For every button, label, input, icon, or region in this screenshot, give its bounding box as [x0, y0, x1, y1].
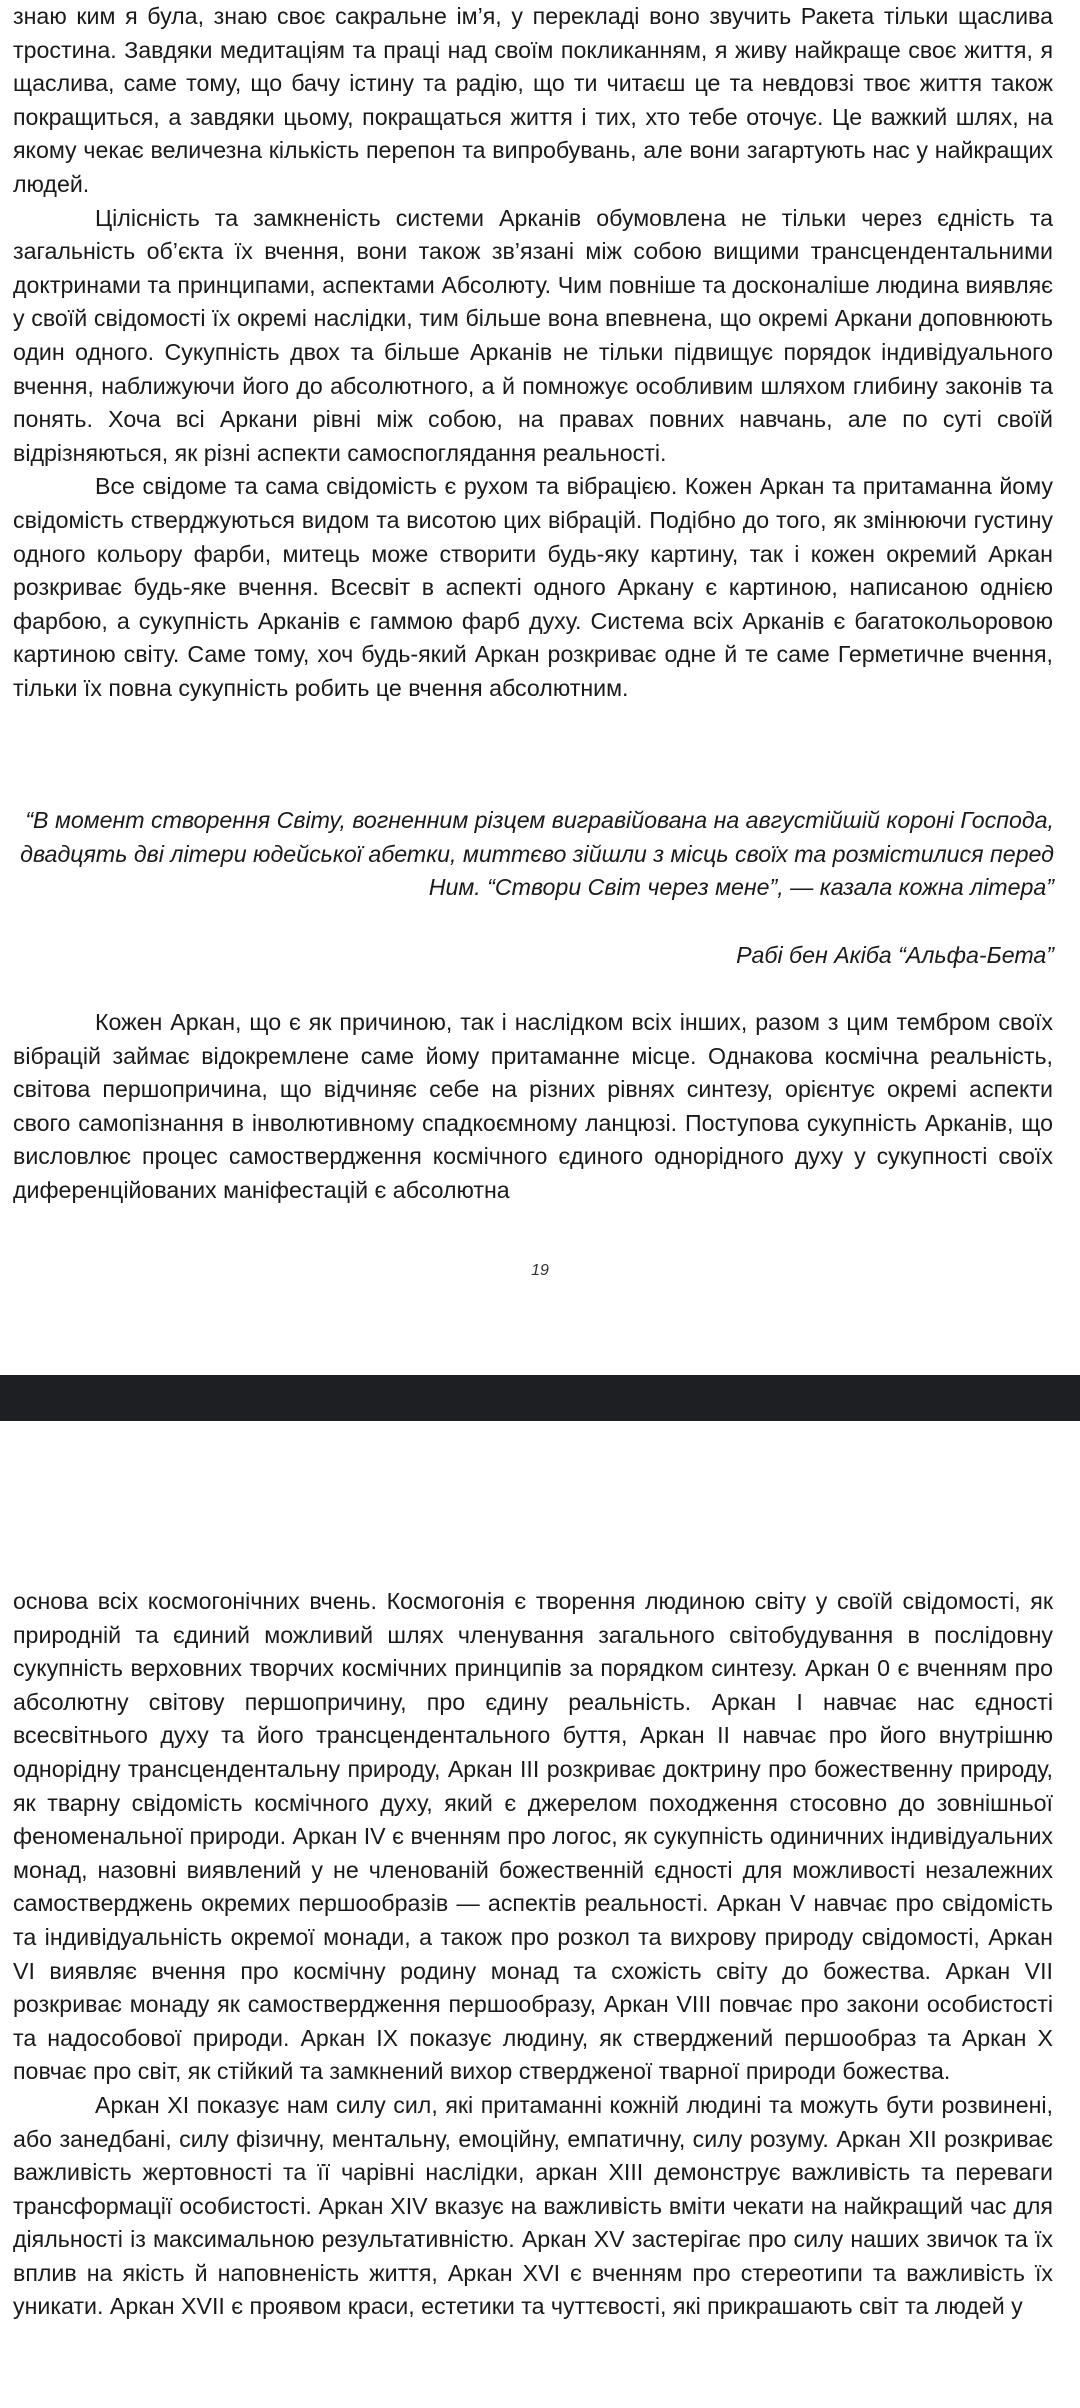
top-text-block: [13, 0, 1053, 705]
paragraph-continuation: знаю ким я була, знаю своє сакральне ім’я, у перекладі воно звучить Ракета тільки щаслива тростина. Завдяки медитаціям та праці над своїм покликанням, я живу найкраще своє життя, я щаслива, саме тому, що бачу істину та радію, що ти читаєш це та невдовзі твоє життя також покращиться, а завдяки цьому, покращаться життя і тих, хто тебе оточує. Це важкий шлях, на якому чекає величезна кількість перепон та випробувань, але вони загартують нас у найкращих людей.: [13, 3, 1053, 197]
document-page-bottom: [0, 1421, 1080, 2408]
page-separator: [0, 1375, 1080, 1421]
page-number: 19: [531, 1262, 549, 1279]
paragraph-arcana-integrity: Цілісність та замкненість системи Арканів обумовлена не тільки через єдність та загальність об’єкта їх вчення, вони також зв’язані між собою вищими трансцендентальними доктринами та принципами, аспектами Абсолюту. Чим повніше та досконаліше людина виявляє у своїй свідомості їх окремі наслідки, тим більше вона впевнена, що окремі Аркани доповнюють один одного. Сукупність двох та більше Арканів не тільки підвищує порядок індивідуального вчення, наближуючи його до абсолютного, а й помножує особливим шляхом глибину законів та понять. Хоча всі Аркани рівні між собою, на правах повних навчань, але по суті своїй відрізняються, як різні аспекти самоспоглядання реальності.: [13, 204, 1053, 466]
paragraph-vibration: Все свідоме та сама свідомість є рухом та вібрацією. Кожен Аркан та притаманна йому свідомість стверджуються видом та висотою цих вібрацій. Подібно до того, як змінюючи густину одного кольору фарби, митець може створити будь-яку картину, так і кожен окремий Аркан розкриває будь-яке вчення. Всесвіт в аспекті одного Аркану є картиною, написаною однією фарбою, а сукупність Арканів є гаммою фарб духу. Система всіх Арканів є багатокольоровою картиною світу. Саме тому, хоч будь-який Аркан розкриває одне й те саме Герметичне вчення, тільки їх повна сукупність робить це вчення абсолютним.: [13, 473, 1053, 701]
paragraph-arcan-xi: Аркан XI показує нам силу сил, які притаманні кожній людині та можуть бути розвинені, або занедбані, силу фізичну, ментальну, емоційну, емпатичну, силу розуму. Аркан XII розкриває важливість жертовності та її чарівні наслідки, аркан XIII демонструє важливість та переваги трансформації особистості. Аркан XIV вказує на важливість вміти чекати на найкращий час для діяльності із максимальною результативністю. Аркан XV застерігає про силу наших звичок та їх вплив на якість й наповненість життя, Аркан XVI є вченням про стереотипи та важливість їх уникати. Аркан XVII є проявом краси, естетики та чуттєвості, які прикрашають світ та людей у: [13, 2091, 1053, 2320]
top-text-block-2: [13, 1006, 1053, 1208]
epigraph-quote: “В момент створення Світу, вогненним різцем вигравійована на августійшій короні Господа, двадцять дві літери юдейської абетки, миттєво зійшли з місць своїх та розмістилися перед Ним. “Створи Світ через мене”, — казала кожна літера”: [20, 807, 1054, 901]
epigraph-attribution: Рабі бен Акіба “Альфа-Бета”: [736, 942, 1054, 968]
paragraph-cosmogony: основа всіх космогонічних вчень. Космогонія є творення людиною світу у своїй свідомості, як природній та єдиний можливий шлях членування загального світобудування в послідовну сукупність верховних творчих космічних принципів за порядком синтезу. Аркан 0 є вченням про абсолютну світову першопричину, про єдину реальність. Аркан I навчає нас єдності всесвітнього духу та його трансцендентального буття, Аркан II навчає про його внутрішню однорідну трансцендентальну природу, Аркан III розкриває доктрину про божественну природу, як тварну свідомість космічного духу, який є джерелом походження стосовно до зовнішньої феноменальної природи. Аркан IV є вченням про логос, як сукупність одиничних індивідуальних монад, назовні виявлений у не членованій божественній єдності для можливості незалежних самостверджень окремих першообразів — аспектів реальності. Аркан V навчає про свідомість та індивідуальність окремої монади, а також про розкол та вихрову природу свідомості, Аркан VI виявляє вчення про космічну родину монад та схожість світу до божества. Аркан VII розкриває монаду як самоствердження першообразу, Аркан VIII повчає про закони особистості та надособової природи. Аркан IX показує людину, як стверджений першообраз та Аркан X повчає про світ, як стійкий та замкнений вихор ствердженої тварної природи божества.: [13, 1588, 1053, 2085]
bottom-text-block: [13, 1585, 1053, 2324]
paragraph-arcan-cause: Кожен Аркан, що є як причиною, так і наслідком всіх інших, разом з цим тембром своїх вібрацій займає відокремлене саме йому притаманне місце. Однакова космічна реальність, світова першопричина, що відчиняє себе на різних рівнях синтезу, орієнтує окремі аспекти свого самопізнання в інволютивному спадкоємному ланцюзі. Поступова сукупність Арканів, що висловлює процес самоствердження космічного єдиного однорідного духу у сукупності своїх диференційованих маніфестацій є абсолютна: [13, 1009, 1053, 1203]
